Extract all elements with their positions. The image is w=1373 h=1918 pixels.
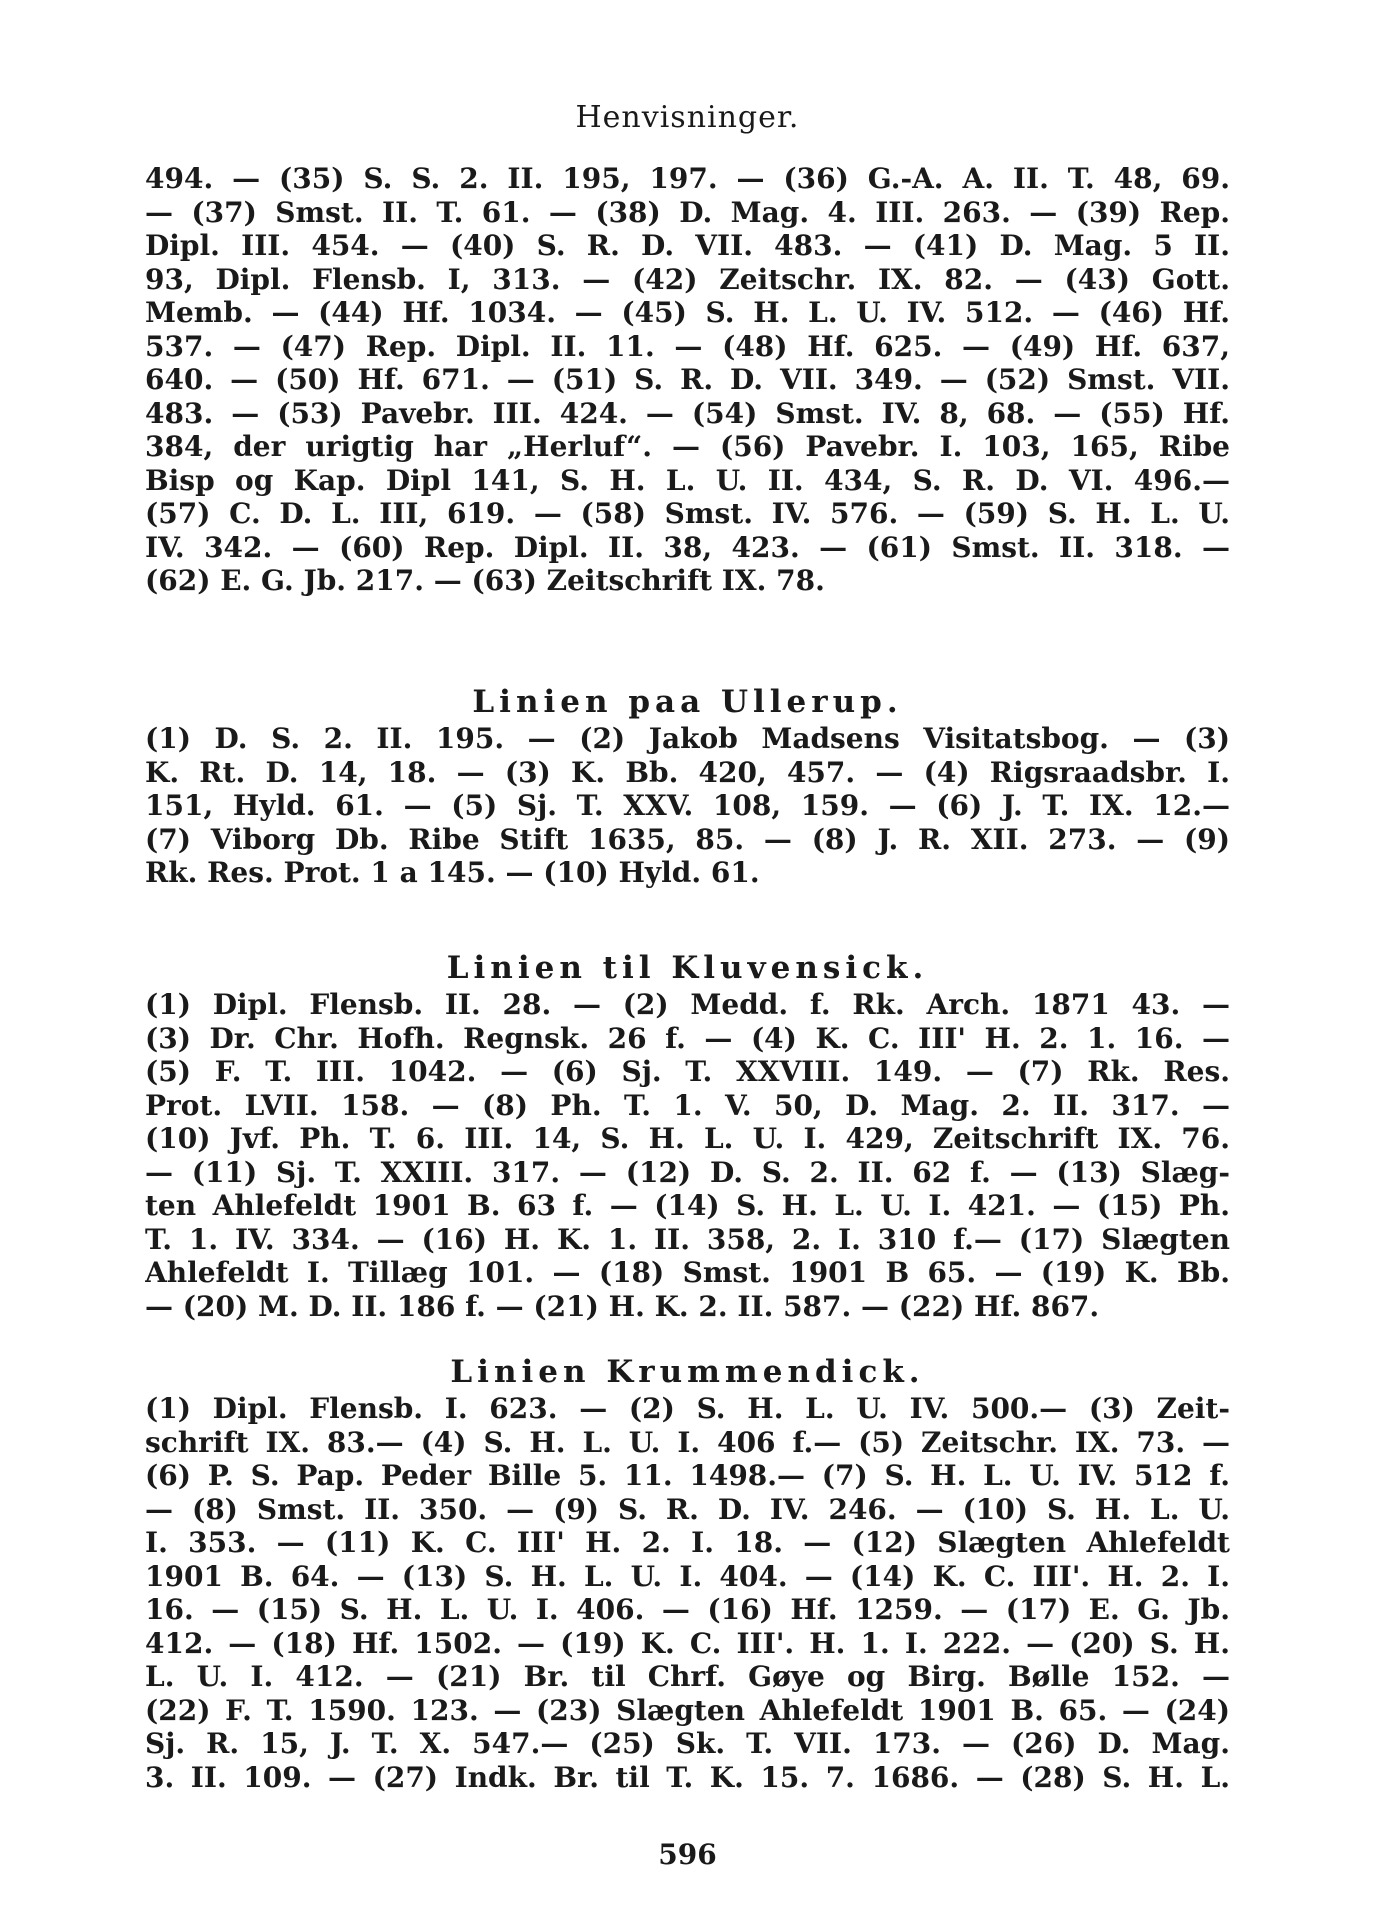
text-line: (6) P. S. Pap. Peder Bille 5. 11. 1498.— (7) S. H. L. U. IV. 512 f. <box>145 1459 1230 1492</box>
text-line: Dipl. III. 454. — (40) S. R. D. VII. 483. — (41) D. Mag. 5 II. <box>145 229 1230 262</box>
text-line: Bisp og Kap. Dipl 141, S. H. L. U. II. 434, S. R. D. VI. 496.— <box>145 463 1230 497</box>
text-line: — (11) Sj. T. XXIII. 317. — (12) D. S. 2. II. 62 f. — (13) Slæg- <box>145 1155 1230 1189</box>
text-line: 1901 B. 64. — (13) S. H. L. U. I. 404. — (14) K. C. III'. H. 2. I. <box>145 1559 1230 1593</box>
section-heading: Linien til Kluvensick. <box>446 950 929 986</box>
section-heading: Linien Krummendick. <box>450 1354 925 1390</box>
text-line: 640. — (50) Hf. 671. — (51) S. R. D. VII. 349. — (52) Smst. VII. <box>145 363 1230 396</box>
text-line: 494. — (35) S. S. 2. II. 195, 197. — (36) G.-A. A. II. T. 48, 69. <box>145 162 1230 195</box>
text-line: (1) D. S. 2. II. 195. — (2) Jakob Madsens Visitatsbog. — (3) <box>145 722 1230 755</box>
text-line: Sj. R. 15, J. T. X. 547.— (25) Sk. T. VII. 173. — (26) D. Mag. <box>145 1727 1230 1760</box>
text-line: Memb. — (44) Hf. 1034. — (45) S. H. L. U. IV. 512. — (46) Hf. <box>145 296 1230 329</box>
section-heading: Linien paa Ullerup. <box>472 684 903 720</box>
page-number: 596 <box>658 1838 717 1871</box>
text-line: 151, Hyld. 61. — (5) Sj. T. XXV. 108, 159. — (6) J. T. IX. 12.— <box>145 789 1230 822</box>
text-line: IV. 342. — (60) Rep. Dipl. II. 38, 423. — (61) Smst. II. 318. — <box>145 530 1230 564</box>
text-line: (22) F. T. 1590. 123. — (23) Slægten Ahlefeldt 1901 B. 65. — (24) <box>145 1693 1230 1727</box>
intro-references <box>145 162 1230 598</box>
text-line: T. 1. IV. 334. — (16) H. K. 1. II. 358, 2. I. 310 f.— (17) Slægten <box>145 1222 1230 1256</box>
text-line: Ahlefeldt I. Tillæg 101. — (18) Smst. 1901 B 65. — (19) K. Bb. <box>145 1256 1230 1289</box>
text-line: (5) F. T. III. 1042. — (6) Sj. T. XXVIII. 149. — (7) Rk. Res. <box>145 1055 1230 1088</box>
text-line: — (20) M. D. II. 186 f. — (21) H. K. 2. II. 587. — (22) Hf. 867. <box>145 1289 1100 1323</box>
text-line: 483. — (53) Pavebr. III. 424. — (54) Smst. IV. 8, 68. — (55) Hf. <box>145 396 1230 430</box>
text-line: 537. — (47) Rep. Dipl. II. 11. — (48) Hf. 625. — (49) Hf. 637, <box>145 329 1230 363</box>
text-line: 93, Dipl. Flensb. I, 313. — (42) Zeitschr. IX. 82. — (43) Gott. <box>145 262 1230 296</box>
text-line: 384, der urigtig har „Herluf“. — (56) Pavebr. I. 103, 165, Ribe <box>145 430 1230 463</box>
text-line: Rk. Res. Prot. 1 a 145. — (10) Hyld. 61. <box>145 856 760 889</box>
text-line: — (37) Smst. II. T. 61. — (38) D. Mag. 4. III. 263. — (39) Rep. <box>145 195 1230 229</box>
section-kluvensick <box>145 948 1230 1323</box>
text-line: (1) Dipl. Flensb. I. 623. — (2) S. H. L. U. IV. 500.— (3) Zeit- <box>145 1392 1230 1425</box>
text-line: L. U. I. 412. — (21) Br. til Chrf. Gøye og Birg. Bølle 152. — <box>145 1660 1230 1693</box>
text-line: 412. — (18) Hf. 1502. — (19) K. C. III'. H. 1. I. 222. — (20) S. H. <box>145 1626 1230 1660</box>
text-line: (3) Dr. Chr. Hofh. Regnsk. 26 f. — (4) K. C. III' H. 2. 1. 16. — <box>145 1021 1230 1055</box>
text-line: ten Ahlefeldt 1901 B. 63 f. — (14) S. H. L. U. I. 421. — (15) Ph. <box>145 1189 1230 1222</box>
running-head: Henvisninger. <box>575 100 800 135</box>
text-line: (10) Jvf. Ph. T. 6. III. 14, S. H. L. U. I. 429, Zeitschrift IX. 76. <box>145 1122 1230 1155</box>
text-line: K. Rt. D. 14, 18. — (3) K. Bb. 420, 457. — (4) Rigsraadsbr. I. <box>145 755 1230 789</box>
section-krummendick <box>145 1352 1230 1794</box>
text-line: schrift IX. 83.— (4) S. H. L. U. I. 406 f.— (5) Zeitschr. IX. 73. — <box>145 1425 1230 1459</box>
text-line: 16. — (15) S. H. L. U. I. 406. — (16) Hf. 1259. — (17) E. G. Jb. <box>145 1593 1230 1626</box>
text-line: (62) E. G. Jb. 217. — (63) Zeitschrift IX. 78. <box>145 564 825 597</box>
book-page <box>145 0 1230 1918</box>
section-ullerup <box>145 682 1230 890</box>
text-line: — (8) Smst. II. 350. — (9) S. R. D. IV. 246. — (10) S. H. L. U. <box>145 1492 1230 1526</box>
text-line: (57) C. D. L. III, 619. — (58) Smst. IV. 576. — (59) S. H. L. U. <box>145 497 1230 530</box>
text-line: I. 353. — (11) K. C. III' H. 2. I. 18. — (12) Slægten Ahlefeldt <box>145 1526 1230 1559</box>
text-line: (1) Dipl. Flensb. II. 28. — (2) Medd. f. Rk. Arch. 1871 43. — <box>145 988 1230 1021</box>
text-line: (7) Viborg Db. Ribe Stift 1635, 85. — (8) J. R. XII. 273. — (9) <box>145 822 1230 856</box>
text-line: 3. II. 109. — (27) Indk. Br. til T. K. 15. 7. 1686. — (28) S. H. L. <box>145 1760 1230 1794</box>
text-line: Prot. LVII. 158. — (8) Ph. T. 1. V. 50, D. Mag. 2. II. 317. — <box>145 1088 1230 1122</box>
